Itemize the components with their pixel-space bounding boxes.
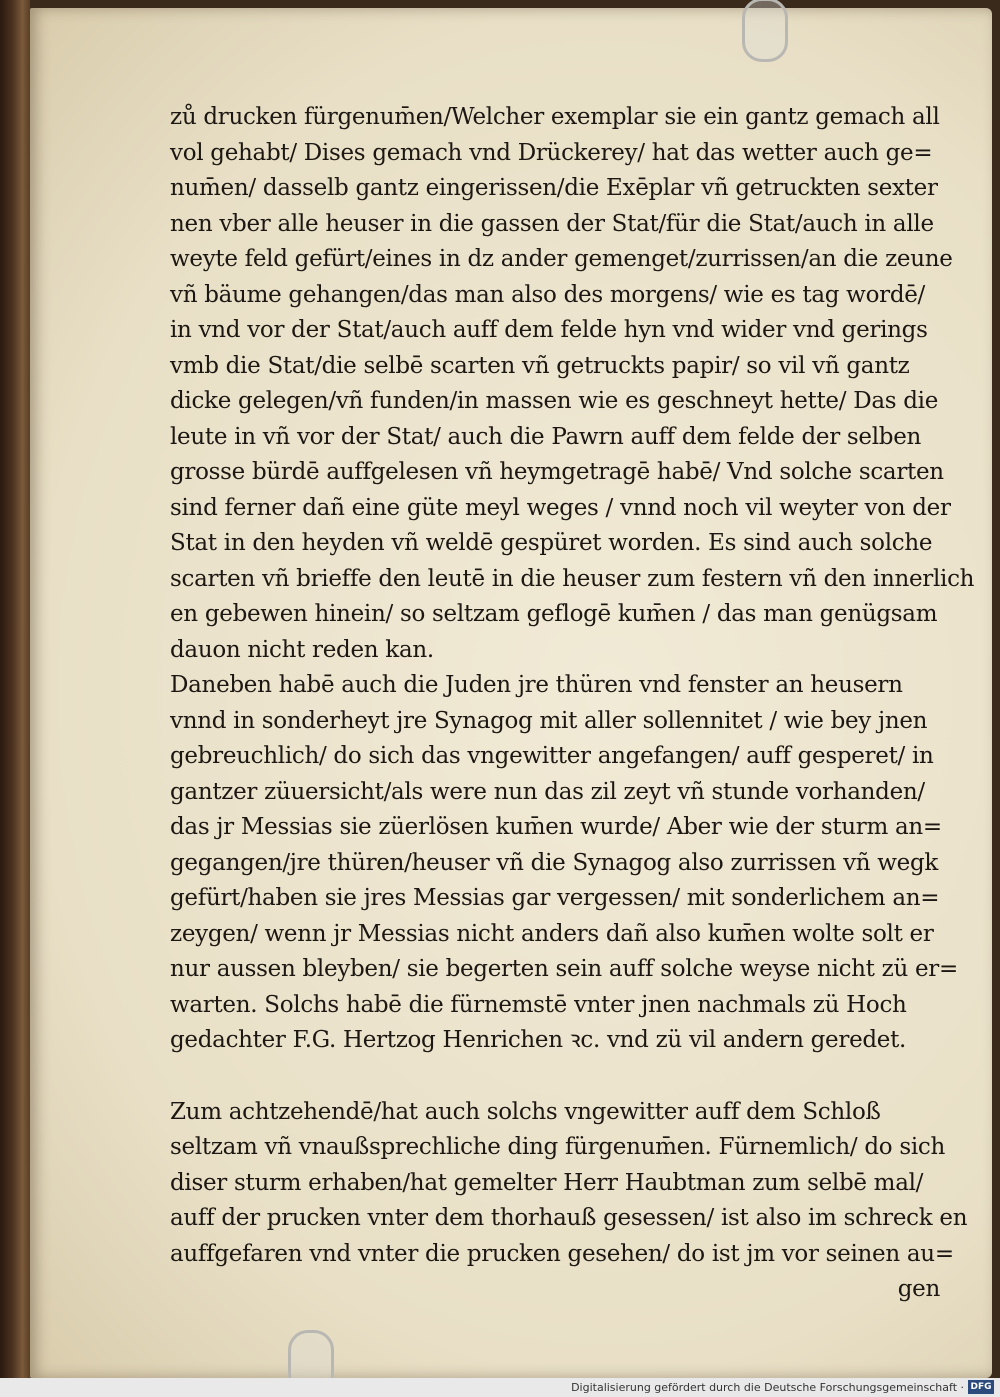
text-line: Zum achtzehendē/hat auch solchs vngewitter auff dem Schloß: [170, 1098, 881, 1125]
book-binding: [0, 0, 30, 1397]
text-line: num̄en/ dasselb gantz eingerissen/die Exēplar vñ getruckten sexter: [170, 175, 938, 201]
text-line: das jr Messias sie züerlösen kum̄en wurde/ Aber wie der sturm an=: [170, 814, 942, 840]
footer-credit: Digitalisierung gefördert durch die Deutsche Forschungsgemeinschaft ·: [571, 1381, 964, 1394]
text-line: Daneben habē auch die Juden jre thüren vnd fenster an heusern: [170, 672, 903, 698]
text-line: leute in vñ vor der Stat/ auch die Pawrn auff dem felde der selben: [170, 423, 922, 450]
text-line: vol gehabt/ Dises gemach vnd Drückerey/ hat das wetter auch ge=: [170, 139, 933, 166]
text-line: en gebewen hinein/ so seltzam geflogē kum̄en / das man genügsam: [170, 601, 938, 627]
text-line: nen vber alle heuser in die gassen der Stat/für die Stat/auch in alle: [170, 210, 934, 237]
text-line: vmb die Stat/die selbē scarten vñ getruckts papir/ so vil vñ gantz: [170, 352, 910, 379]
text-line: gedachter F.G. Hertzog Henrichen ꝛc. vnd zü vil andern geredet.: [170, 1027, 907, 1053]
text-line: gefürt/haben sie jres Messias gar vergessen/ mit sonderlichem an=: [170, 885, 940, 911]
text-line: zů drucken fürgenum̄en/Welcher exemplar sie ein gantz gemach all: [170, 104, 940, 130]
dfg-logo: DFG: [968, 1380, 994, 1394]
text-line: auff der prucken vnter dem thorhauß gesessen/ ist also im schreck en: [170, 1205, 968, 1231]
text-line: gebreuchlich/ do sich das vngewitter angefangen/ auff gesperet/ in: [170, 743, 934, 769]
text-line: seltzam vñ vnaußsprechliche ding fürgenum̄en. Fürnemlich/ do sich: [170, 1134, 945, 1160]
text-line: auffgefaren vnd vnter die prucken gesehen/ do ist jm vor seinen au=: [170, 1240, 954, 1267]
text-line: nur aussen bleyben/ sie begerten sein auff solche weyse nicht zü er=: [170, 956, 958, 982]
page-clip-icon: [742, 0, 788, 62]
paragraph-gap: [170, 1059, 950, 1095]
text-line: vñ bäume gehangen/das man also des morgens/ wie es tag wordē/: [170, 281, 925, 308]
text-line: dauon nicht reden kan.: [170, 636, 434, 663]
page-text-block: [170, 100, 975, 1308]
text-line: grosse bürdē auffgelesen vñ heymgetragē habē/ Vnd solche scarten: [170, 459, 944, 485]
text-line: vnnd in sonderheyt jre Synagog mit aller sollennitet / wie bey jnen: [170, 707, 928, 734]
text-line: Stat in den heyden vñ weldē gespüret worden. Es sind auch solche: [170, 530, 933, 556]
text-line: gegangen/jre thüren/heuser vñ die Synagog also zurrissen vñ wegk: [170, 849, 939, 876]
text-line: zeygen/ wenn jr Messias nicht anders dañ also kum̄en wolte solt er: [170, 920, 934, 947]
text-line: sind ferner dañ eine güte meyl weges / vnnd noch vil weyter von der: [170, 494, 951, 521]
text-line: diser sturm erhaben/hat gemelter Herr Haubtman zum selbē mal/: [170, 1169, 924, 1196]
catchword: gen: [897, 1276, 940, 1302]
text-line: dicke gelegen/vñ funden/in massen wie es geschneyt hette/ Das die: [170, 388, 939, 414]
text-line: gantzer züuersicht/als were nun das zil zeyt vñ stunde vorhanden/: [170, 778, 925, 805]
text-line: warten. Solchs habē die fürnemstē vnter jnen nachmals zü Hoch: [170, 991, 907, 1018]
text-line: scarten vñ brieffe den leutē in die heuser zum festern vñ den innerlich: [170, 565, 975, 592]
text-line: weyte feld gefürt/eines in dz ander gemenget/zurrissen/an die zeune: [170, 246, 953, 272]
text-line: in vnd vor der Stat/auch auff dem felde hyn vnd wider vnd gerings: [170, 317, 928, 343]
